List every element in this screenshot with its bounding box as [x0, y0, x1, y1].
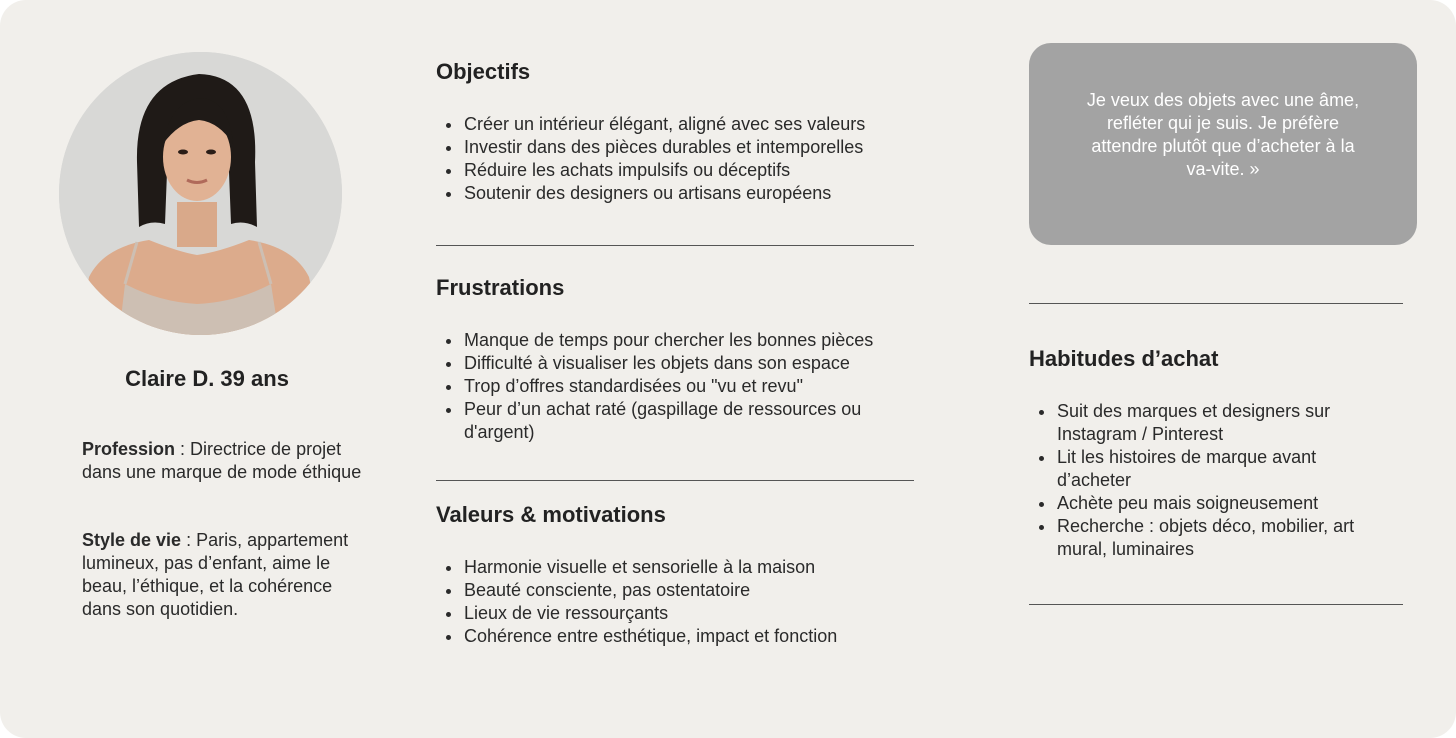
list-item: Recherche : objets déco, mobilier, art mural, luminaires [1029, 515, 1369, 561]
profession-value: : Directrice de projet dans une marque de mode éthique [82, 439, 362, 482]
list-item: Suit des marques et designers sur Instagram / Pinterest [1029, 400, 1369, 446]
habitudes-list [1029, 400, 1369, 561]
lifestyle-value: : Paris, appartement lumineux, pas d’enfant, aime le beau, l’éthique, et la cohérence dans son quotidien. [82, 530, 349, 619]
quote-box [1029, 43, 1417, 245]
divider [436, 245, 914, 246]
list-item: Lieux de vie ressourçants [436, 602, 926, 625]
profession-text [82, 438, 362, 484]
list-item: Harmonie visuelle et sensorielle à la maison [436, 556, 926, 579]
avatar-portrait-image [59, 52, 342, 335]
list-item: Cohérence entre esthétique, impact et fonction [436, 625, 926, 648]
objectifs-title: Objectifs [436, 59, 531, 84]
list-item: Difficulté à visualiser les objets dans son espace [436, 352, 916, 375]
frustrations-title: Frustrations [436, 275, 565, 300]
list-item: Lit les histoires de marque avant d’acheter [1029, 446, 1369, 492]
avatar [59, 52, 342, 335]
persona-name: Claire D. 39 ans [125, 366, 289, 391]
divider [436, 480, 914, 481]
list-item: Peur d’un achat raté (gaspillage de ressources ou d'argent) [436, 398, 916, 444]
list-item: Achète peu mais soigneusement [1029, 492, 1369, 515]
habitudes-title: Habitudes d’achat [1029, 346, 1219, 371]
lifestyle-label: Style de vie [82, 530, 182, 550]
profession-label: Profession [82, 439, 176, 459]
list-item: Manque de temps pour chercher les bonnes pièces [436, 329, 916, 352]
lifestyle-text [82, 529, 362, 621]
list-item: Réduire les achats impulsifs ou déceptifs [436, 159, 926, 182]
list-item: Beauté consciente, pas ostentatoire [436, 579, 926, 602]
list-item: Soutenir des designers ou artisans européens [436, 182, 926, 205]
list-item: Créer un intérieur élégant, aligné avec ses valeurs [436, 113, 926, 136]
valeurs-list [436, 556, 926, 648]
divider [1029, 303, 1403, 304]
quote-text: Je veux des objets avec une âme, refléter qui je suis. Je préfère attendre plutôt que d’acheter à la va-vite. » [1086, 90, 1360, 179]
objectifs-list [436, 113, 926, 205]
list-item: Investir dans des pièces durables et intemporelles [436, 136, 926, 159]
divider [1029, 604, 1403, 605]
list-item: Trop d’offres standardisées ou "vu et revu" [436, 375, 916, 398]
valeurs-title: Valeurs & motivations [436, 502, 666, 527]
frustrations-list [436, 329, 916, 444]
